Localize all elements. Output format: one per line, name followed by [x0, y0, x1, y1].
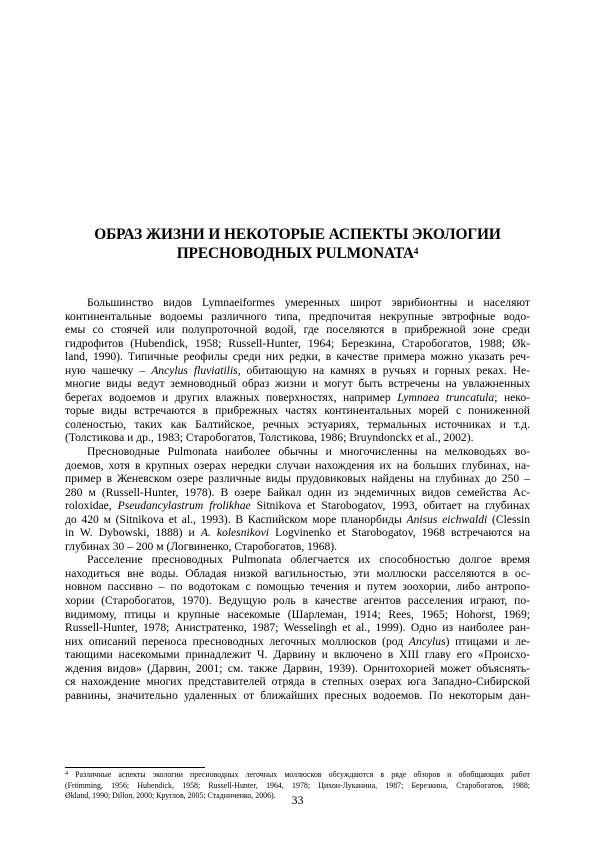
title-footnote-mark: 4	[413, 246, 419, 256]
chapter-title-line-1: ОБРАЗ ЖИЗНИ И НЕКОТОРЫЕ АСПЕКТЫ ЭКОЛОГИИ	[94, 226, 501, 243]
chapter-title	[60, 225, 535, 263]
body-line: емы со стоячей или полупроточной водой, где поселяются в прибрежной зоне среди	[65, 323, 530, 337]
body-line: пример в Женевском озере различные виды прудовиковых найдены на глубинах до 250 –	[65, 472, 530, 486]
body-line: глубинах 30 – 200 м (Логвиненко, Старобогатов, 1968).	[65, 539, 338, 553]
body-line: равнины, значительно удаленных от ближайших пресных водоемов. По некоторым дан-	[65, 688, 530, 702]
page-number: 33	[291, 793, 304, 807]
body-line: них описаний переноса пресноводных легочных моллюсков (род Ancylus) птицами и ле-	[65, 634, 530, 648]
body-line: видимому, птицы и крупные насекомые (Шарлеман, 1914; Rees, 1965; Hohorst, 1969;	[65, 607, 530, 621]
body-line: land, 1990). Типичные реофилы среди них редки, в качестве примера можно указать реч-	[65, 350, 530, 364]
footnote-line: $^4$ Различные аспекты экологии пресноводных легочных моллюсков обсуждаются в ряде обзоров и обобщающих работ	[65, 770, 530, 779]
footnote-mark: 4	[65, 771, 68, 777]
body-line: континентальные водоемы различного типа, предпочитая некрупные эвтрофные водо-	[65, 309, 530, 323]
body-line: Пресноводные Pulmonata наиболее обычны и многочисленны на мелководьях во-	[87, 445, 530, 459]
body-line: соленостью, таких как Балтийское, речных эстуариях, термальных источниках и т.д.	[65, 417, 530, 431]
body-line: новном пассивно – по водотокам с помощью течения и путем зоохории, либо антропо-	[65, 580, 530, 594]
footnote-line: (Frömming, 1956; Hubendick, 1958; Russell-Hunter, 1964, 1978; Цихон-Луканина, 1987; Березкина, Старобогатов, 1988;	[65, 780, 530, 790]
body-line: доемов, хотя в крупных озерах нередки случаи нахождения их на больших глубинах, на-	[65, 458, 530, 472]
body-text	[65, 296, 530, 702]
body-line: ждения видов» (Дарвин, 2001; см. также Дарвин, 1939). Орнитохорией может объяснять-	[65, 661, 530, 675]
body-line: находиться вне воды. Обладая низкой вагильностью, эти моллюски расселяются в ос-	[65, 566, 530, 580]
body-line: in W. Dybowski, 1888) и A. kolesnikovi Logvinenko et Starobogatov, 1968 встречаются на	[65, 526, 530, 540]
body-line: хории (Старобогатов, 1970). Ведущую роль в качестве агентов расселения играют, по-	[65, 594, 530, 608]
body-line: Russell-Hunter, 1978; Анистратенко, 1987; Wesselingh et al., 1999). Одно из наиболее ран-	[65, 621, 530, 635]
body-line: тающими насекомыми принадлежит Ч. Дарвину и включено в XIII главу его «Происхо-	[65, 648, 530, 662]
body-line: многие виды ведут земноводный образ жизни и могут быть встречены на увлажненных	[65, 377, 530, 391]
footnote-line: Økland, 1990; Dillon, 2000; Круглов, 2005; Стадниченко, 2006).	[65, 791, 276, 800]
body-line: Расселение пресноводных Pulmonata облегчается их способностью долгое время	[87, 553, 530, 567]
body-line: до 420 м (Sitnikova et al., 1993). В Каспийском море планорбиды Anisus eichwaldi (Clessin	[65, 512, 530, 526]
body-line: торые виды встречаются в прибрежных частях континентальных морей с пониженной	[65, 404, 530, 418]
body-line: ную чашечку – Ancylus fluviatilis, обитающую на камнях в ручьях и горных реках. Не-	[65, 363, 531, 377]
body-line: ся нахождение многих представителей отряда в степных озерах юга Западно-Сибирской	[65, 675, 530, 689]
body-line: 280 м (Russell-Hunter, 1978). В озере Байкал один из эндемичных видов семейства Ac-	[65, 485, 530, 499]
chapter-title-line-2: ПРЕСНОВОДНЫХ PULMONATA	[176, 245, 414, 262]
body-line: (Толстикова и др., 1983; Старобогатов, Толстикова, 1986; Bruyndonckx et al., 2002).	[65, 431, 474, 445]
footnote-separator	[65, 767, 205, 768]
body-line: берегах водоемов и других влажных поверхностях, например Lymnaea truncatula; неко-	[65, 390, 530, 404]
body-line: Большинство видов Lymnaeiformes умеренных широт эврибионтны и населяют	[87, 296, 530, 309]
body-line: roloxidae, Pseudancylastrum frolikhae Sitnikova et Starobogatov, 1993, обитает на глубинах	[65, 499, 530, 513]
body-line: гидрофитов (Hubendick, 1958; Russell-Hunter, 1964; Березкина, Старобогатов, 1988; Øk-	[65, 336, 530, 350]
